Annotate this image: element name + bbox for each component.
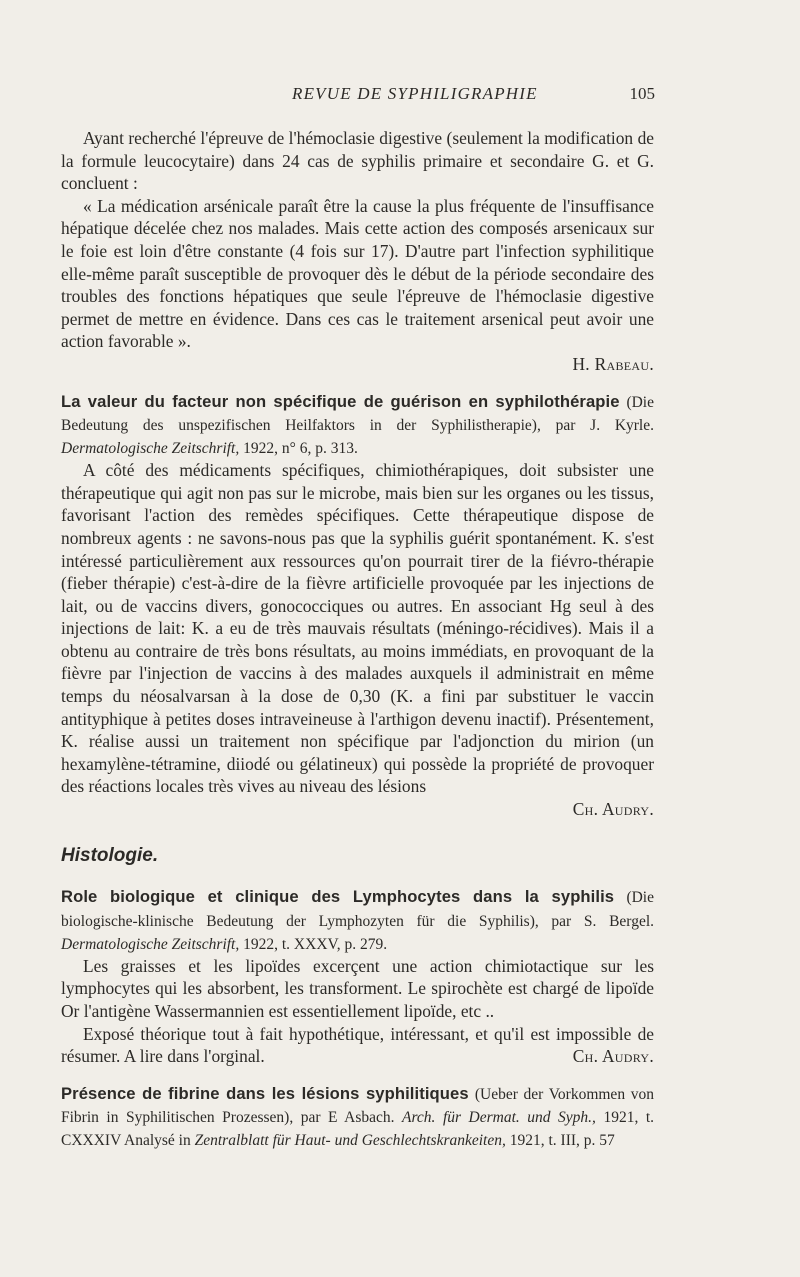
article1-title: La valeur du facteur non spécifique de guérison en syphilothérapie [61,391,620,411]
article2-body-1: Les graisses et les lipoïdes excerçent une action chimiotactique sur les lymphocytes qui les absorbent, les transforment. Le spirochète est chargé de lipoïde Or l'antigène Wassermannien est essentiellement lipoïde, etc .. [61,955,654,1021]
article-lymphocytes [61,885,654,1068]
article3-title: Présence de fibrine dans les lésions syphilitiques [61,1083,469,1103]
article2-journal: Dermatologische Zeitschrift, [61,935,240,953]
article1-ref-tail: 1922, n° 6, p. 313. [243,440,358,458]
running-title: REVUE DE SYPHILIGRAPHIE [292,84,538,103]
article3-ref-tail: 1921, t. III, p. 57 [509,1132,615,1150]
intro-block [61,127,654,376]
article3-ref-mid: 1921, t. CXXXIV Analysé in [61,1109,655,1150]
intro-paragraph: Ayant recherché l'épreuve de l'hémoclasie digestive (seulement la modification de la formule leucocytaire) dans 24 cas de syphilis primaire et secondaire G. et G. concluent : [61,128,654,194]
page-body [61,127,654,1151]
intro-byline [61,353,654,376]
article1-ref-plain: (Die Bedeutung des unspezifischen Heilfaktors in der Syphilistherapie), par J. Kyrle. [61,393,654,435]
article3-ref-plain: (Ueber der Vorkommen von Fibrin in Syphilitischen Prozessen), par E Asbach. [61,1085,654,1127]
article2-ref-plain: (Die biologische-klinische Bedeutung der Lymphozyten für die Syphilis), par S. Bergel. [61,889,654,930]
section-heading-histologie: Histologie. [61,844,159,866]
article2-ref-tail: 1922, t. XXXV, p. 279. [243,935,388,953]
article1-signature: Ch. Audry. [572,799,654,820]
article1-body: A côté des médicaments spécifiques, chimiothérapiques, doit subsister une thérapeutique qui agit non pas sur le microbe, mais bien sur les organes ou les tissus, favorisant l'action des remèdes spécifiques. Cette thérapeutique dispose de nombreux agents : ne savons-nous pas que la syphilis guérit spontanément. K. s'est intéressé particulièrement aux ressources qu'on pourrait tirer de la fiévro-thérapie (fieber thérapie) c'est-à-dire de la fièvre artificielle provoquée par les injections de lait, ou de vaccins divers, gonococciques ou autres. En associant Hg seul à des injections de lait: K. a eu de très mauvais résultats (méningo-récidives). Mais il a obtenu au contraire de très bons résultats, au moins immédiats, en provoquant de la fièvre par l'injection de vaccins à des malades auxquels il administrait en même temps du néosalvarsan à la dose de 0,30 (K. a fini par substituer le vaccin antityphique à petites doses intraveineuse à l'arthigon devenu inactif). Présentement, K. réalise aussi un traitement non spécifique par l'adjonction du mirion (un hexamylène-tétramine, diiodé ou gélatineux) qui possède la propriété de provoquer des réactions locales très vives au niveau des lésions [61,460,654,797]
article2-body-2-text: Exposé théorique tout à fait hypothétique, intéressant, et qu'il est impossible de résumer. A lire dans l'orginal. [61,1023,654,1067]
article2-heading [61,885,654,955]
page-header [60,84,660,108]
article-valeur-facteur [61,390,654,821]
article3-heading [61,1082,654,1152]
article1-heading [61,390,654,460]
article2-body-2 [61,1023,654,1068]
article-fibrine [61,1082,654,1152]
page-number: 105 [629,84,655,103]
article2-title: Role biologique et clinique des Lymphocytes dans la syphilis [61,887,615,907]
article1-journal: Dermatologische Zeitschrift, [61,440,240,458]
article2-signature: Ch. Audry. [572,1046,654,1067]
article3-journal-2: Zentralblatt für Haut- und Geschlechtskrankeiten, [194,1132,506,1150]
article1-byline [61,798,654,821]
article3-journal: Arch. für Dermat. und Syph., [402,1109,596,1127]
intro-signature: H. Rabeau. [572,353,654,374]
intro-quote: « La médication arsénicale paraît être la cause la plus fréquente de l'insuffisance hépatique décelée chez nos malades. Mais cette action des composés arsenicaux sur le foie est loin d'être constante (4 fois sur 17). D'autre part l'infection syphilitique elle-même paraît susceptible de provoquer dès le début de la période secondaire des troubles des fonctions hépatiques que seule l'épreuve de l'hémoclasie digestive permet de mettre en évidence. Dans ces cas le traitement arsenical peut avoir une action favorable ». [61,195,654,352]
